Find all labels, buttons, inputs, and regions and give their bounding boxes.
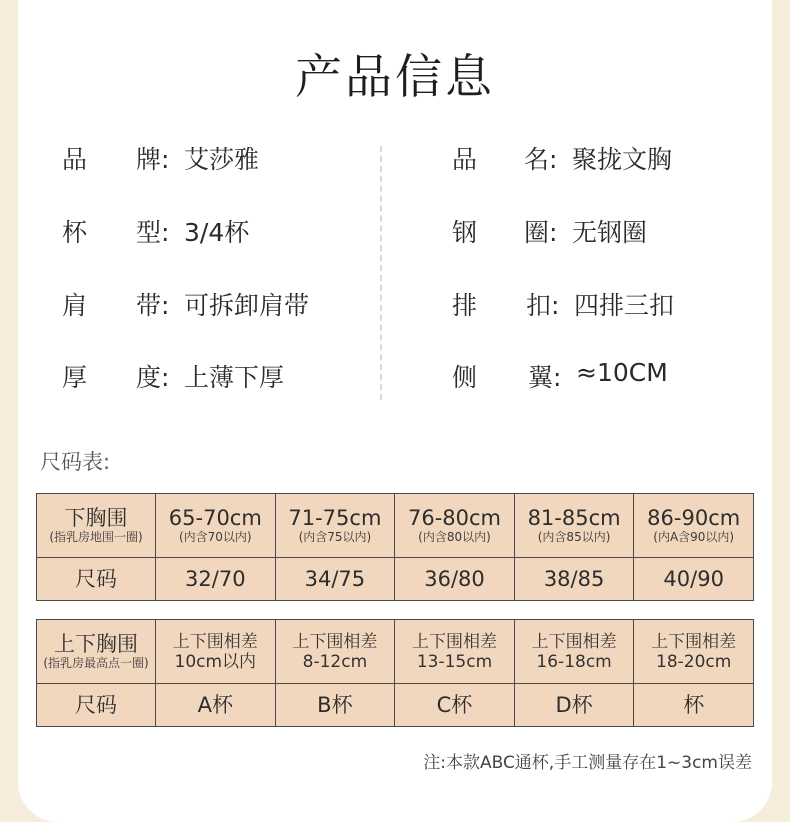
size-cell [275, 558, 395, 601]
cup-value: A杯 [197, 693, 233, 717]
product-info-card [18, 0, 772, 822]
range-cell [514, 494, 634, 558]
info-key: 名: [524, 145, 558, 174]
size-value: 40/90 [663, 567, 724, 591]
info-key: 品 [62, 145, 88, 174]
info-value: 四排三扣 [574, 291, 675, 320]
diff-line2: 18-20cm [656, 651, 732, 672]
diff-cell [395, 620, 515, 684]
bust-diff-title: 上下胸围 [54, 632, 138, 656]
diff-line1: 上下围相差 [651, 631, 737, 652]
underbust-title: 下胸围 [64, 506, 128, 530]
diff-cell [514, 620, 634, 684]
diff-line1: 上下围相差 [172, 631, 258, 652]
size-cell [156, 558, 276, 601]
info-value: 无钢圈 [572, 218, 648, 247]
range-cell [156, 494, 276, 558]
info-key: 型: [136, 218, 170, 247]
info-key: 杯 [62, 218, 88, 247]
info-key: 厚 [62, 363, 88, 392]
info-value: 聚拢文胸 [572, 145, 673, 174]
cup-cell [275, 684, 395, 727]
range-main: 76-80cm [407, 506, 501, 530]
range-sub: (内含75以内) [298, 530, 372, 544]
info-value: ≈10CM [576, 358, 668, 387]
info-key: 翼: [528, 363, 562, 392]
cup-header-cell [37, 684, 156, 727]
diff-line1: 上下围相差 [411, 631, 497, 652]
diff-line1: 上下围相差 [531, 631, 617, 652]
diff-cell [634, 620, 754, 684]
cup-value: D杯 [555, 693, 593, 717]
cup-value: B杯 [317, 693, 353, 717]
info-key: 侧 [452, 363, 478, 392]
diff-cell [156, 620, 276, 684]
range-sub: (内含85以内) [537, 530, 611, 544]
underbust-size-table [36, 493, 754, 601]
cup-size-table [36, 619, 754, 727]
range-sub: (内A含90以内) [653, 530, 735, 544]
info-value: 上薄下厚 [184, 363, 285, 392]
size-value: 36/80 [424, 567, 485, 591]
size-cell [395, 558, 515, 601]
range-sub: (内含80以内) [418, 530, 491, 544]
size-value: 34/75 [304, 567, 366, 591]
size-value: 32/70 [185, 567, 246, 591]
info-key: 圈: [524, 218, 558, 247]
cup-cell [514, 684, 634, 727]
range-main: 65-70cm [168, 506, 262, 530]
table-row [37, 558, 754, 601]
table-row [37, 620, 754, 684]
info-key: 肩 [62, 291, 88, 320]
diff-line2: 10cm以内 [174, 651, 257, 672]
measurement-note: 注:本款ABC通杯,手工测量存在1~3cm误差 [423, 753, 752, 773]
range-main: 71-75cm [288, 506, 382, 530]
bust-diff-header-cell [37, 620, 156, 684]
cup-value: C杯 [436, 693, 473, 717]
column-divider [380, 146, 382, 400]
table-row [37, 684, 754, 727]
cup-cell [156, 684, 276, 727]
size-cell [514, 558, 634, 601]
size-header: 尺码 [75, 567, 117, 591]
range-cell [634, 494, 754, 558]
range-main: 81-85cm [527, 506, 621, 530]
diff-line2: 16-18cm [536, 651, 612, 672]
cup-cell [634, 684, 754, 727]
range-main: 86-90cm [647, 506, 741, 530]
info-value: 可拆卸肩带 [184, 291, 310, 320]
size-cell [634, 558, 754, 601]
size-header-cell [37, 558, 156, 601]
diff-cell [275, 620, 395, 684]
info-key: 牌: [136, 145, 170, 174]
diff-line1: 上下围相差 [292, 631, 378, 652]
cup-value: 杯 [683, 693, 705, 717]
info-key: 品 [452, 145, 478, 174]
cup-cell [395, 684, 515, 727]
size-chart-label: 尺码表: [40, 450, 111, 474]
size-value: 38/85 [543, 567, 605, 591]
info-key: 带: [136, 291, 170, 320]
page-title: 产品信息 [295, 50, 495, 105]
underbust-subtitle: (指乳房地围一圈) [49, 530, 143, 544]
info-key: 度: [136, 363, 170, 392]
underbust-header-cell [37, 494, 156, 558]
info-value: 3/4杯 [184, 218, 250, 247]
range-cell [395, 494, 515, 558]
range-cell [275, 494, 395, 558]
bust-diff-subtitle: (指乳房最高点一圈) [43, 656, 149, 670]
product-info-grid [18, 0, 772, 410]
table-row [37, 494, 754, 558]
info-value: 艾莎雅 [184, 145, 260, 174]
info-key: 扣: [526, 291, 560, 320]
range-sub: (内含70以内) [178, 530, 252, 544]
info-key: 钢 [452, 218, 478, 247]
diff-line2: 13-15cm [416, 651, 493, 672]
diff-line2: 8-12cm [302, 651, 368, 672]
cup-header: 尺码 [75, 693, 117, 717]
info-key: 排 [452, 291, 478, 320]
